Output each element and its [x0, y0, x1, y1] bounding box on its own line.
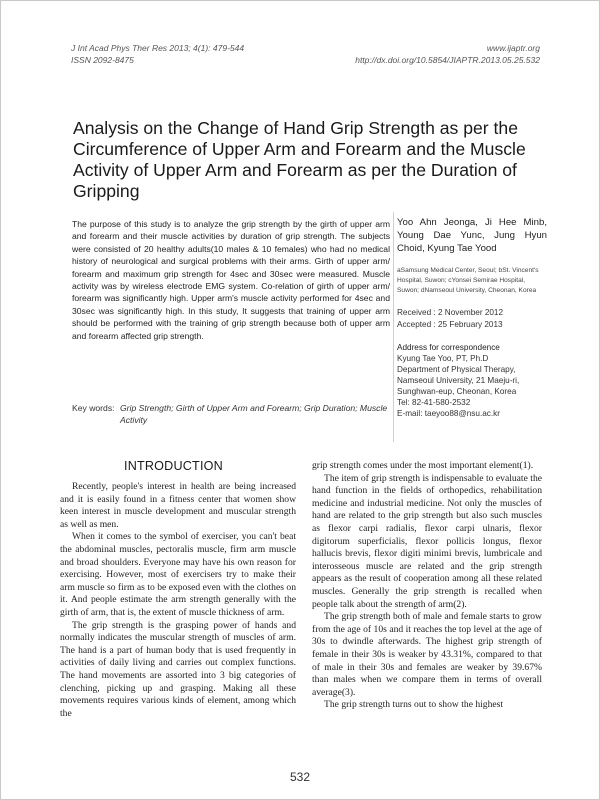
paragraph: When it comes to the symbol of exerciser, you can't beat the abdominal muscles, pectoralis muscle, firm arm muscle and broad shoulders. Everyone may have his own reason for exercising. However, most of exercisers try to make their arm muscle so firm as to be exposed even with the clothes on it. And people estimate the arm strength generally with the girth of arm, that is, the extent of muscle thickness of arm.: [60, 531, 296, 618]
page-number: 532: [289, 770, 311, 784]
paragraph: The item of grip strength is indispensable to evaluate the hand function in the fields of orthopedics, rehabilitation medicine and industrial medicine. Not only the muscles of hand are related to the grip strength but also such muscles as flexor carpi radialis, flexor carpi ulnaris, flexor digitorum superficialis, flexor pollicis longus, flexor hallucis brevis, flexor digiti minimi brevis, lumbricale and interosseous muscle are related and the grip strength appears as the result of cooperation among all these related muscles. Generally the grip strength is recalled when people talk about the strength of arm(2).: [312, 472, 542, 610]
keywords-value: Grip Strength; Girth of Upper Arm and Forearm; Grip Duration; Muscle Activity: [120, 403, 388, 425]
paragraph: The grip strength is the grasping power of hands and normally indicates the muscular strength of muscles of arm. The hand is a part of human body that is used frequently in activities of daily living and carries out complex functions. The hand movements are assorted into 3 big categories of clenching, picking up and grasping. Making all these movements requires various kinds of element, among which the: [60, 619, 296, 719]
received-date: Received : 2 November 2012: [397, 308, 504, 317]
correspondence: [397, 342, 547, 419]
column-divider: [393, 212, 394, 442]
body-column-left: [60, 481, 296, 720]
accepted-date: Accepted : 25 February 2013: [397, 319, 503, 329]
abstract: The purpose of this study is to analyze the grip strength by the girth of upper arm and forearm and their muscle activities by duration of grip strength. The subjects were consisted of 20 healthy adults(10 males & 10 females) who had no medical history of neurological and surgical problems with their arms. Girth of upper arm/ forearm and maximum grip strength for 4sec and 30sec were measured. Muscle activity was by wireless electrode EMG system. Co-relation of girth of upper arm/ forearm was significantly high. Upper arm's muscle activity performed for 4sec and 30sec was significantly high. In this study, It suggests that training of upper arm should be performed with the training of grip strength because both of upper arm and forearm affected grip strength.: [72, 219, 390, 341]
correspondence-dept: Department of Physical Therapy, Namseoul University, 21 Maeju-ri, Sunghwan-eup, Cheonan, Korea: [397, 365, 520, 396]
authors: Yoo Ahn Jeonga, Ji Hee Minb, Young Dae Yunc, Jung Hyun Choid, Kyung Tae Yood: [397, 217, 547, 254]
affiliations: aSamsung Medical Center, Seoul; bSt. Vincent's Hospital, Suwon; cYonsei Semirae Hospital, Suwon; dNamseoul University, Cheonan, Korea: [397, 267, 539, 294]
body-column-right: [312, 460, 542, 712]
issn: ISSN 2092-8475: [71, 55, 134, 65]
doi-link[interactable]: http://dx.doi.org/10.5854/JIAPTR.2013.05.25.532: [355, 55, 540, 65]
website-link[interactable]: www.ijaptr.org: [486, 43, 540, 53]
paragraph: Recently, people's interest in health are being increased and it is easily found in a fitness center that women show keen interest in muscle development and muscular strength as well as men.: [60, 481, 296, 530]
correspondence-tel: Tel: 82-41-580-2532: [397, 398, 471, 407]
journal-links: [355, 42, 540, 66]
correspondence-email[interactable]: E-mail: taeyoo88@nsu.ac.kr: [397, 409, 500, 418]
section-title-introduction: INTRODUCTION: [124, 459, 223, 473]
correspondence-title: Address for correspondence: [397, 343, 500, 352]
journal-header: [71, 42, 244, 66]
journal-citation: J Int Acad Phys Ther Res 2013; 4(1): 479-544: [71, 43, 245, 53]
correspondence-name: Kyung Tae Yoo, PT, Ph.D: [397, 354, 489, 363]
keywords-label: Key words:: [72, 403, 115, 413]
paragraph: The grip strength both of male and female starts to grow from the age of 10s and it reaches the top level at the age of 30s to dwindle afterwards. The highest grip strength of female in their 30s is weaker by 43.31%, compared to that of male in their 30s and females are weaker by 39.67% than males when we compare them in terms of overall average(3).: [312, 611, 542, 698]
article-dates: [397, 307, 547, 330]
paragraph: grip strength comes under the most important element(1).: [312, 460, 534, 471]
keywords: [72, 402, 390, 426]
paper-title: Analysis on the Change of Hand Grip Strength as per the Circumference of Upper Arm and Forearm and the Muscle Activity of Upper Arm and Forearm as per the Duration of Gripping: [73, 118, 526, 201]
paragraph: The grip strength turns out to show the highest: [324, 699, 504, 711]
